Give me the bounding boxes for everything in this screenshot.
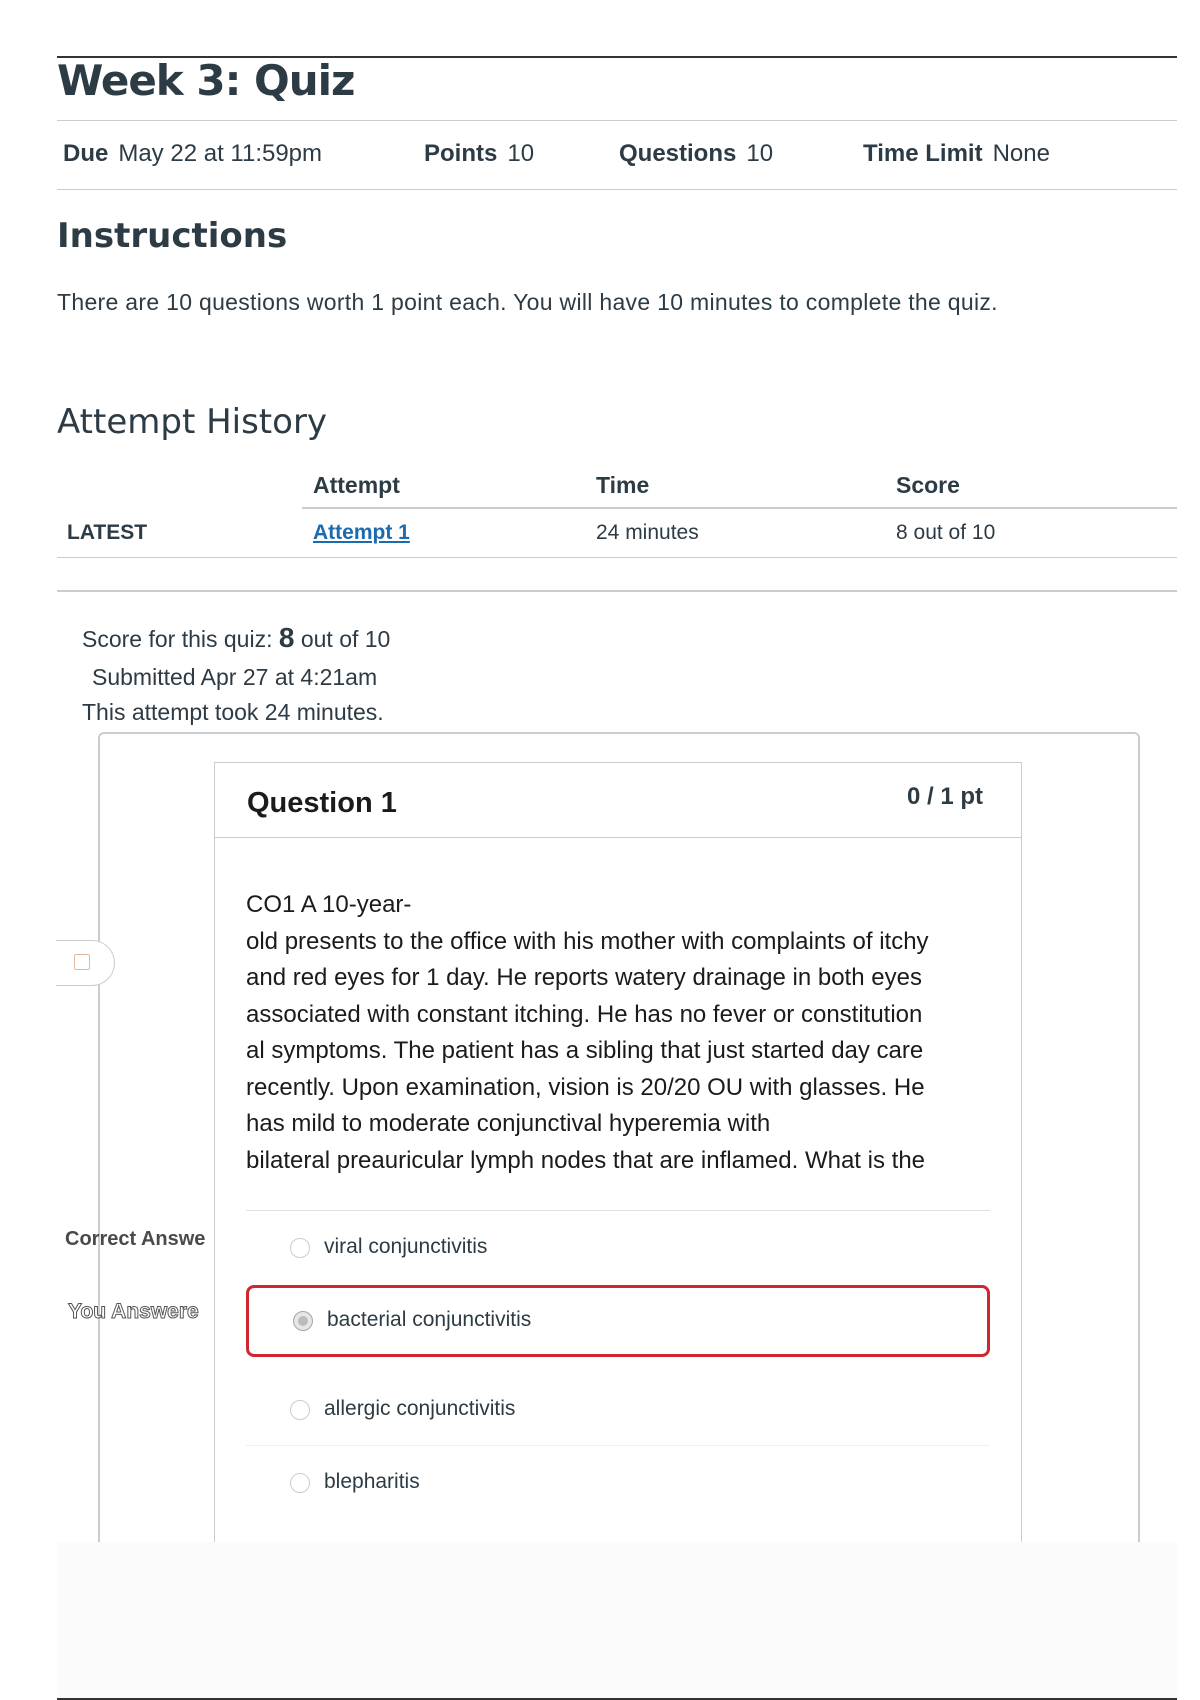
question-points: 0 / 1 pt — [906, 783, 983, 810]
latest-tag: LATEST — [67, 521, 148, 544]
meta-due — [63, 140, 322, 168]
column-header-attempt: Attempt — [313, 472, 400, 498]
flag-question-icon — [74, 954, 90, 970]
points-label: Points — [424, 140, 498, 167]
answer-option-viral[interactable] — [246, 1212, 990, 1284]
score-suffix: out of 10 — [300, 626, 391, 652]
question-text-line: and red eyes for 1 day. He reports watery drainage in both eyes — [246, 964, 922, 991]
you-answered-label: You Answere — [68, 1300, 199, 1323]
submitted-text: Submitted Apr 27 at 4:21am — [92, 664, 378, 690]
instructions-heading: Instructions — [57, 216, 288, 256]
attempt-time: 24 minutes — [596, 521, 699, 544]
answer-option-bacterial-selected[interactable] — [246, 1285, 990, 1357]
question-card — [214, 762, 1022, 1543]
answer-label: blepharitis — [324, 1470, 420, 1493]
question-text-line: bilateral preauricular lymph nodes that are inflamed. What is the — [246, 1146, 926, 1174]
answer-option-blepharitis[interactable] — [246, 1447, 990, 1519]
answer-divider — [246, 1445, 990, 1446]
page-title: Week 3: Quiz — [57, 56, 355, 105]
question-text-line: CO1 A 10-year- — [246, 891, 412, 918]
meta-time-limit — [863, 140, 1050, 168]
score-value: 8 — [278, 622, 295, 653]
answer-label: allergic conjunctivitis — [324, 1397, 516, 1420]
time-limit-label: Time Limit — [863, 140, 983, 167]
column-header-time: Time — [596, 472, 650, 498]
attempt-score: 8 out of 10 — [896, 521, 996, 544]
question-title: Question 1 — [247, 787, 397, 819]
answer-label: viral conjunctivitis — [324, 1235, 488, 1258]
column-header-score: Score — [896, 472, 960, 498]
meta-points — [424, 140, 534, 168]
question-text-line: old presents to the office with his mother with complaints of itchy — [246, 927, 929, 955]
question-text-line: al symptoms. The patient has a sibling that just started day care — [246, 1037, 924, 1064]
meta-questions — [619, 140, 773, 168]
due-label: Due — [63, 140, 109, 167]
radio-button-icon[interactable] — [290, 1400, 310, 1420]
attempt-1-link[interactable]: Attempt 1 — [313, 521, 410, 544]
divider — [57, 189, 1177, 190]
question-text-line: has mild to moderate conjunctival hyperemia with — [246, 1110, 771, 1137]
instructions-text: There are 10 questions worth 1 point each. You will have 10 minutes to complete the quiz. — [57, 289, 998, 315]
radio-button-icon[interactable] — [290, 1473, 310, 1493]
page-footer-area — [57, 1542, 1177, 1698]
question-header — [215, 763, 1021, 838]
divider — [57, 590, 1177, 592]
answer-label: bacterial conjunctivitis — [327, 1308, 532, 1331]
questions-label: Questions — [619, 140, 737, 167]
score-prefix: Score for this quiz: — [82, 626, 273, 652]
answers-divider — [246, 1210, 990, 1211]
radio-button-icon[interactable] — [293, 1311, 313, 1331]
points-value: 10 — [507, 140, 535, 167]
question-text-line: recently. Upon examination, vision is 20/20 OU with glasses. He — [246, 1073, 925, 1101]
due-value: May 22 at 11:59pm — [118, 140, 323, 167]
radio-button-icon[interactable] — [290, 1238, 310, 1258]
score-line — [82, 622, 390, 654]
question-text — [246, 887, 986, 1179]
flag-question-button[interactable] — [56, 940, 115, 986]
attempt-duration-text: This attempt took 24 minutes. — [82, 699, 384, 725]
questions-value: 10 — [746, 140, 774, 167]
answer-option-allergic[interactable] — [246, 1374, 990, 1446]
attempt-history-heading: Attempt History — [57, 402, 328, 442]
divider — [57, 120, 1177, 121]
divider — [57, 557, 1177, 558]
correct-answer-label: Correct Answe — [65, 1228, 206, 1250]
question-text-line: associated with constant itching. He has no fever or constitution — [246, 1000, 923, 1028]
time-limit-value: None — [992, 140, 1050, 167]
table-header-rule — [302, 507, 1177, 509]
